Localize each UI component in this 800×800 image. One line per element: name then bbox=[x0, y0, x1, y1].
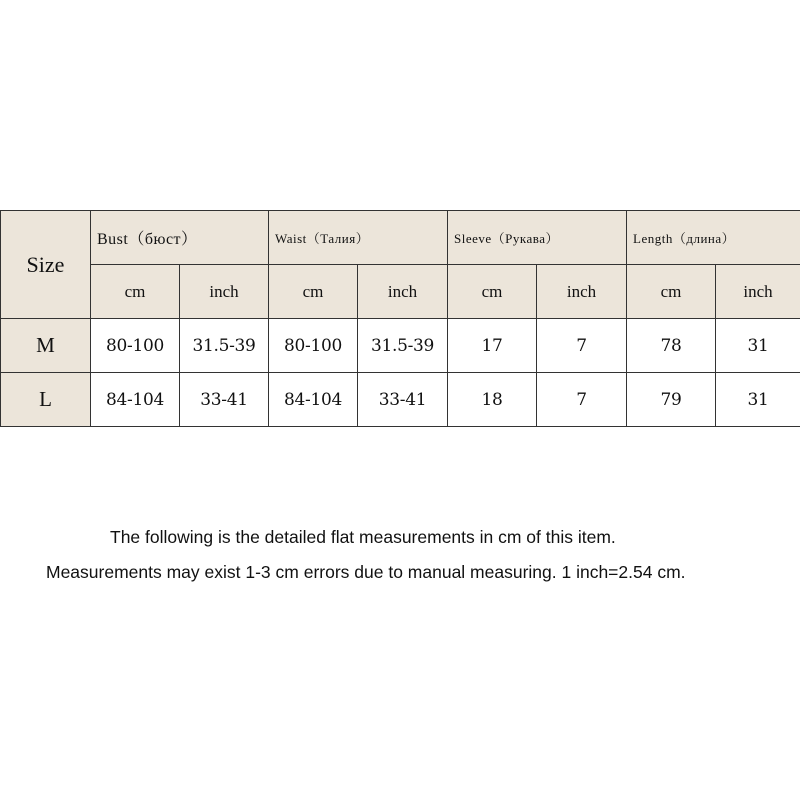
table-cell: 31 bbox=[716, 319, 800, 373]
note-line-flat-measurements: The following is the detailed flat measurements in cm of this item. bbox=[110, 527, 616, 547]
table-cell: 17 bbox=[448, 319, 537, 373]
note-line-measurement-errors: Measurements may exist 1-3 cm errors due to manual measuring. 1 inch=2.54 cm. bbox=[46, 562, 686, 582]
table-cell: 84-104 bbox=[91, 373, 180, 427]
table-cell: 80-100 bbox=[91, 319, 180, 373]
size-chart-table bbox=[0, 210, 800, 427]
unit-header: cm bbox=[91, 265, 180, 319]
table-cell: 7 bbox=[537, 319, 627, 373]
table-cell: 31 bbox=[716, 373, 800, 427]
unit-header: inch bbox=[358, 265, 448, 319]
table-cell: 33-41 bbox=[180, 373, 269, 427]
unit-header: inch bbox=[180, 265, 269, 319]
unit-header: inch bbox=[537, 265, 627, 319]
group-header-row bbox=[1, 211, 800, 265]
unit-header: cm bbox=[627, 265, 716, 319]
table-cell: 80-100 bbox=[269, 319, 358, 373]
table-cell: 31.5-39 bbox=[180, 319, 269, 373]
length-header: Length（длина） bbox=[627, 211, 800, 265]
bust-header: Bust（бюст） bbox=[91, 211, 269, 265]
size-column-header: Size bbox=[1, 211, 91, 319]
unit-header: cm bbox=[269, 265, 358, 319]
unit-header-row bbox=[1, 265, 800, 319]
table-cell: 79 bbox=[627, 373, 716, 427]
table-cell: 7 bbox=[537, 373, 627, 427]
sleeve-header: Sleeve（Рукава） bbox=[448, 211, 627, 265]
waist-header: Waist（Талия） bbox=[269, 211, 448, 265]
unit-header: inch bbox=[716, 265, 800, 319]
unit-header: cm bbox=[448, 265, 537, 319]
table-cell: 78 bbox=[627, 319, 716, 373]
table-cell: 31.5-39 bbox=[358, 319, 448, 373]
table-row bbox=[1, 319, 800, 373]
table-cell: 33-41 bbox=[358, 373, 448, 427]
size-label: L bbox=[1, 373, 91, 427]
table-cell: 18 bbox=[448, 373, 537, 427]
table-cell: 84-104 bbox=[269, 373, 358, 427]
size-label: M bbox=[1, 319, 91, 373]
table-row bbox=[1, 373, 800, 427]
